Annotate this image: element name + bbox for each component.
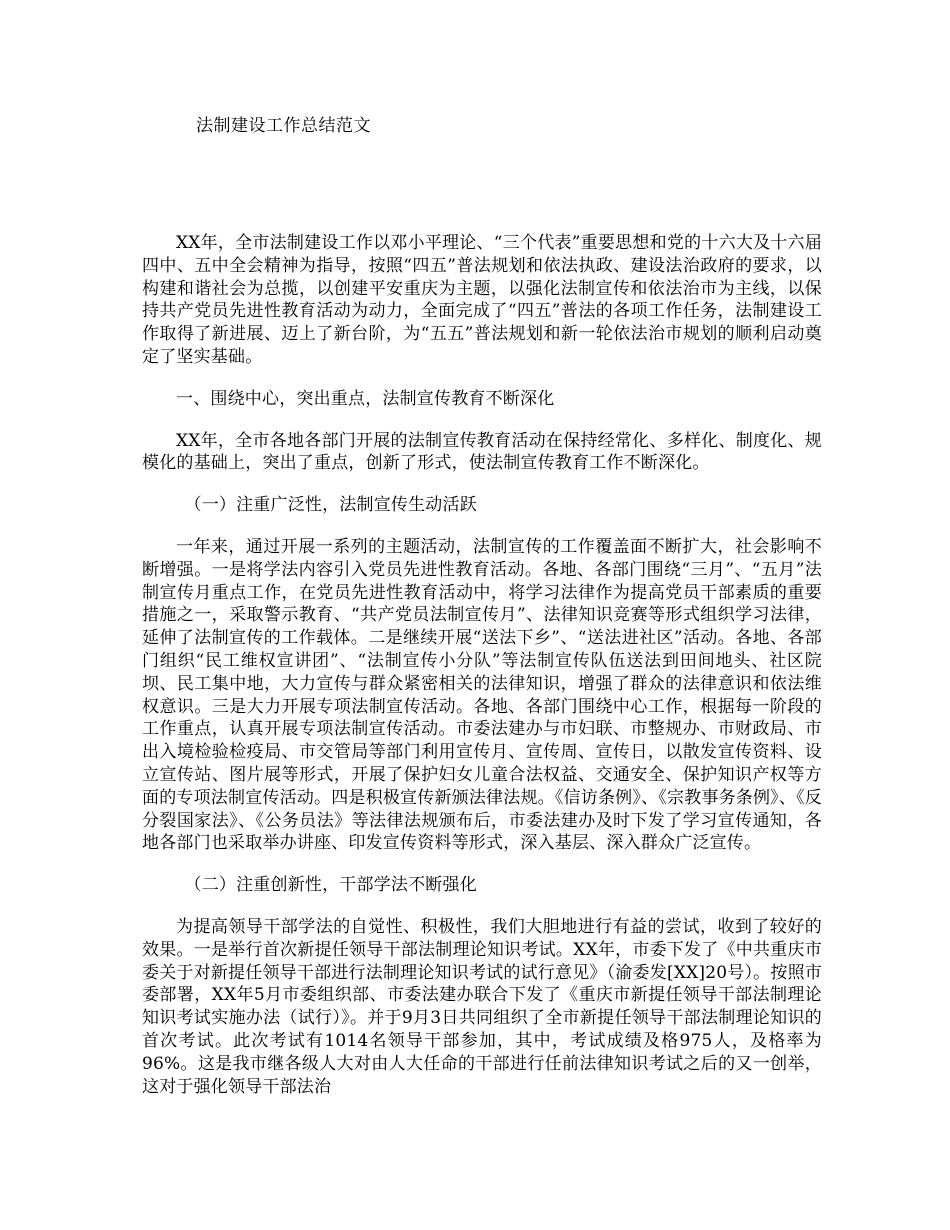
intro-paragraph: XX年，全市法制建设工作以邓小平理论、“三个代表”重要思想和党的十六大及十六届四中、五中全会精神为指导，按照“四五”普法规划和依法执政、建设法治政府的要求，以构建和谐社会为总揽，以创建平安重庆为主题，以强化法制宣传和依法治市为主线，以保持共产党员先进性教育活动为动力，全面完成了“四五”普法的各项工作任务，法制建设工作取得了新进展、迈上了新台阶，为“五五”普法规划和新一轮依法治市规划的顺利启动奠定了坚实基础。 [142,233,822,367]
subsection-1-heading: （一）注重广泛性，法制宣传生动活跃 [184,495,477,516]
document-title: 法制建设工作总结范文 [196,116,371,136]
section-1-paragraph: XX年，全市各地各部门开展的法制宣传教育活动在保持经常化、多样化、制度化、规模化的基础上，突出了重点，创新了形式，使法制宣传教育工作不断深化。 [142,430,822,474]
document-body [142,232,822,1098]
subsection-2-paragraph: 为提高领导干部学法的自觉性、积极性，我们大胆地进行有益的尝试，收到了较好的效果。一是举行首次新提任领导干部法制理论知识考试。XX年，市委下发了《中共重庆市委关于对新提任领导干部进行法制理论知识考试的试行意见》（渝委发[XX]20号）。按照市委部署，XX年5月市委组织部、市委法建办联合下发了《重庆市新提任领导干部法制理论知识考试实施办法（试行）》。并于9月3日共同组织了全市新提任领导干部法制理论知识的首次考试。此次考试有1014名领导干部参加，其中，考试成绩及格975人，及格率为96%。这是我市继各级人大对由人大任命的干部进行任前法律知识考试之后的又一创举，这对于强化领导干部法治 [142,916,822,1097]
section-1-heading: 一、围绕中心，突出重点，法制宣传教育不断深化 [176,388,555,409]
subsection-1-paragraph: 一年来，通过开展一系列的主题活动，法制宣传的工作覆盖面不断扩大，社会影响不断增强。一是将学法内容引入党员先进性教育活动。各地、各部门围绕“三月”、“五月”法制宣传月重点工作，在党员先进性教育活动中，将学习法律作为提高党员干部素质的重要措施之一，采取警示教育、“共产党员法制宣传月”、法律知识竞赛等形式组织学习法律，延伸了法制宣传的工作载体。二是继续开展“送法下乡”、“送法进社区”活动。各地、各部门组织“民工维权宣讲团”、“法制宣传小分队”等法制宣传队伍送法到田间地头、社区院坝、民工集中地，大力宣传与群众紧密相关的法律知识，增强了群众的法律意识和依法维权意识。三是大力开展专项法制宣传活动。各地、各部门围绕中心工作，根据每一阶段的工作重点，认真开展专项法制宣传活动。市委法建办与市妇联、市整规办、市财政局、市出入境检验检疫局、市交管局等部门利用宣传月、宣传周、宣传日，以散发宣传资料、设立宣传站、图片展等形式，开展了保护妇女儿童合法权益、交通安全、保护知识产权等方面的专项法制宣传活动。四是积极宣传新颁法律法规。《信访条例》、《宗教事务条例》、《反分裂国家法》、《公务员法》等法律法规颁布后，市委法建办及时下发了学习宣传通知，各地各部门也采取举办讲座、印发宣传资料等形式，深入基层、深入群众广泛宣传。 [142,536,822,854]
subsection-2-heading: （二）注重创新性，干部学法不断强化 [184,875,477,896]
